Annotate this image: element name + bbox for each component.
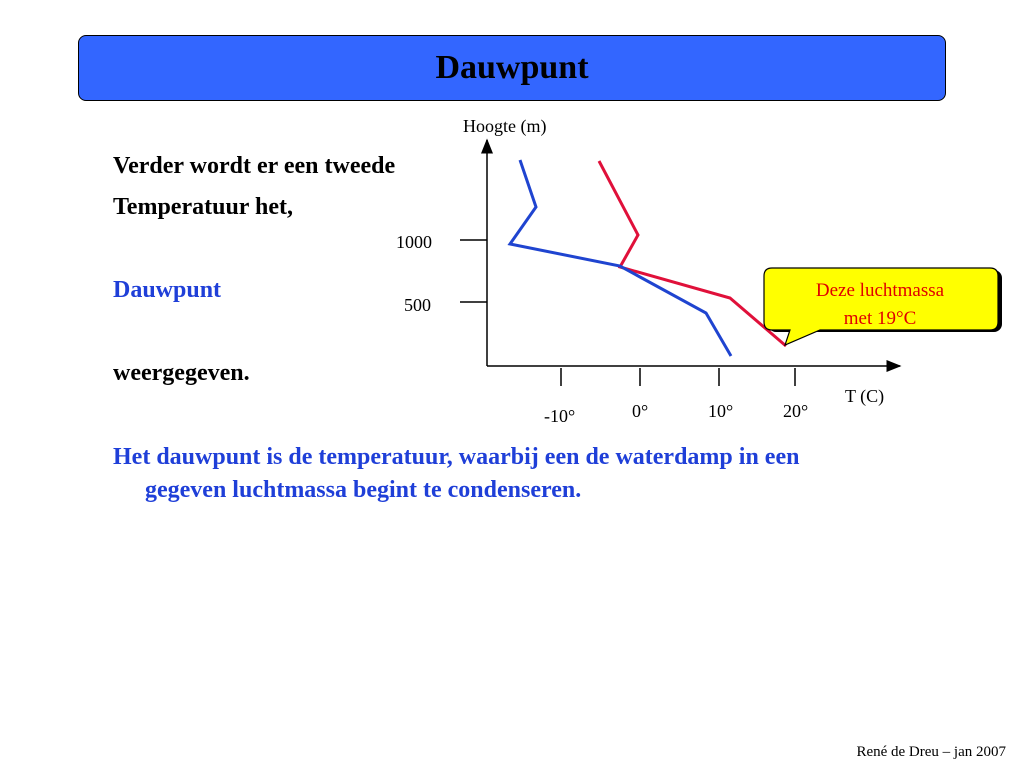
text-line-1: Verder wordt er een tweede [113, 153, 396, 179]
x-tick-label-10: 10° [708, 401, 734, 421]
text-line-3: weergegeven. [113, 360, 250, 386]
y-tick-label-500: 500 [404, 295, 431, 315]
callout-line-1: Deze luchtmassa [815, 280, 945, 301]
temperature-line [599, 161, 786, 346]
dewpoint-line [510, 160, 731, 356]
x-tick-label-minus10: -10° [544, 406, 576, 426]
x-axis-label: T (C) [845, 386, 885, 406]
x-tick-label-20: 20° [783, 401, 809, 421]
slide-title: Dauwpunt [435, 49, 589, 86]
definition-line-2: gegeven luchtmassa begint te condenseren. [145, 477, 582, 503]
definition-line-1: Het dauwpunt is de temperatuur, waarbij een de waterdamp in een [113, 444, 800, 470]
x-tick-label-0: 0° [632, 401, 649, 421]
y-tick-label-1000: 1000 [396, 232, 432, 252]
text-line-2: Temperatuur het, [113, 194, 293, 220]
dauwpunt-highlight: Dauwpunt [113, 277, 222, 303]
callout-line-2: met 19°C [843, 308, 917, 329]
footer-credit: René de Dreu – jan 2007 [856, 744, 1006, 760]
callout [764, 268, 1002, 345]
y-axis-label: Hoogte (m) [463, 116, 547, 136]
